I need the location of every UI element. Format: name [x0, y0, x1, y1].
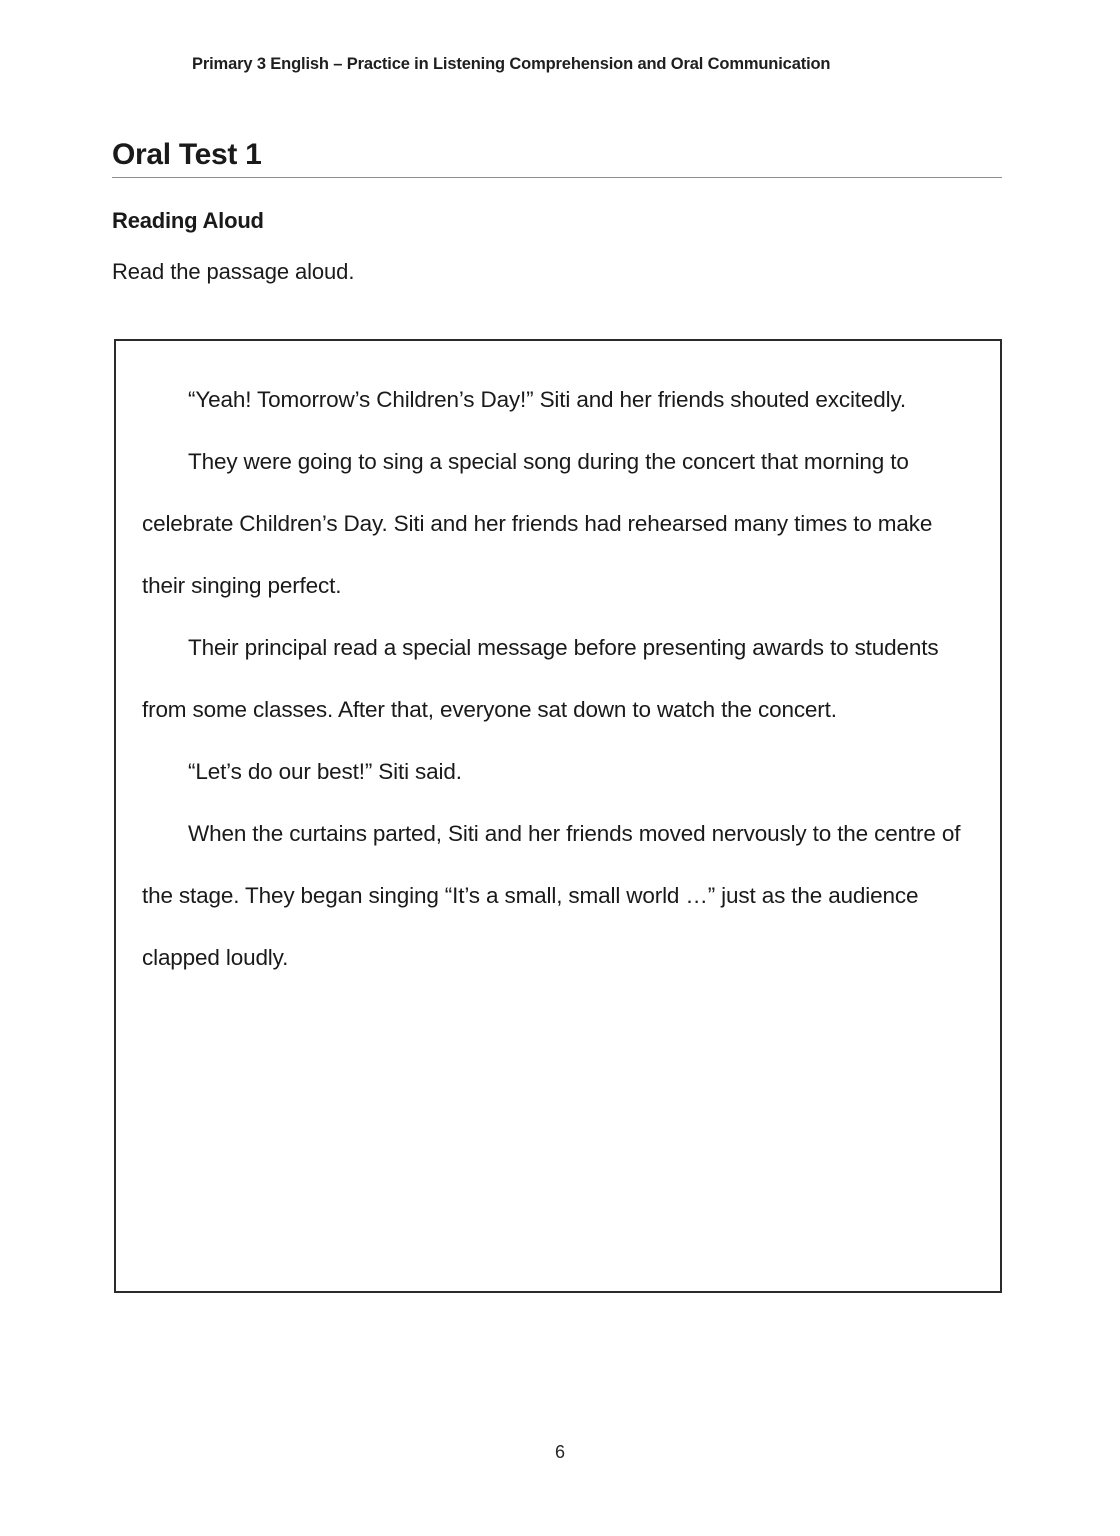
passage-paragraph: When the curtains parted, Siti and her friends moved nervously to the centre of the stage. They began singing “It’s a small, small world …” just as the audience clapped loudly. — [142, 821, 961, 970]
running-header: Primary 3 English – Practice in Listening Comprehension and Oral Communication — [192, 55, 831, 73]
passage-paragraph: Their principal read a special message before presenting awards to students from some classes. After that, everyone sat down to watch the concert. — [142, 635, 939, 722]
page-title: Oral Test 1 — [112, 138, 262, 171]
passage-paragraph: “Let’s do our best!” Siti said. — [188, 759, 462, 784]
title-divider — [112, 177, 1002, 178]
passage-paragraph: “Yeah! Tomorrow’s Children’s Day!” Siti and her friends shouted excitedly. — [188, 387, 907, 412]
passage-paragraph: They were going to sing a special song during the concert that morning to celebrate Children’s Day. Siti and her friends had rehearsed many times to make their singing perfect. — [142, 449, 933, 598]
passage-text-container — [142, 369, 976, 989]
passage-box — [114, 339, 1002, 1293]
page-number: 6 — [554, 1442, 565, 1462]
sub-heading-reading-aloud: Reading Aloud — [112, 208, 264, 233]
instruction-text: Read the passage aloud. — [112, 259, 355, 284]
